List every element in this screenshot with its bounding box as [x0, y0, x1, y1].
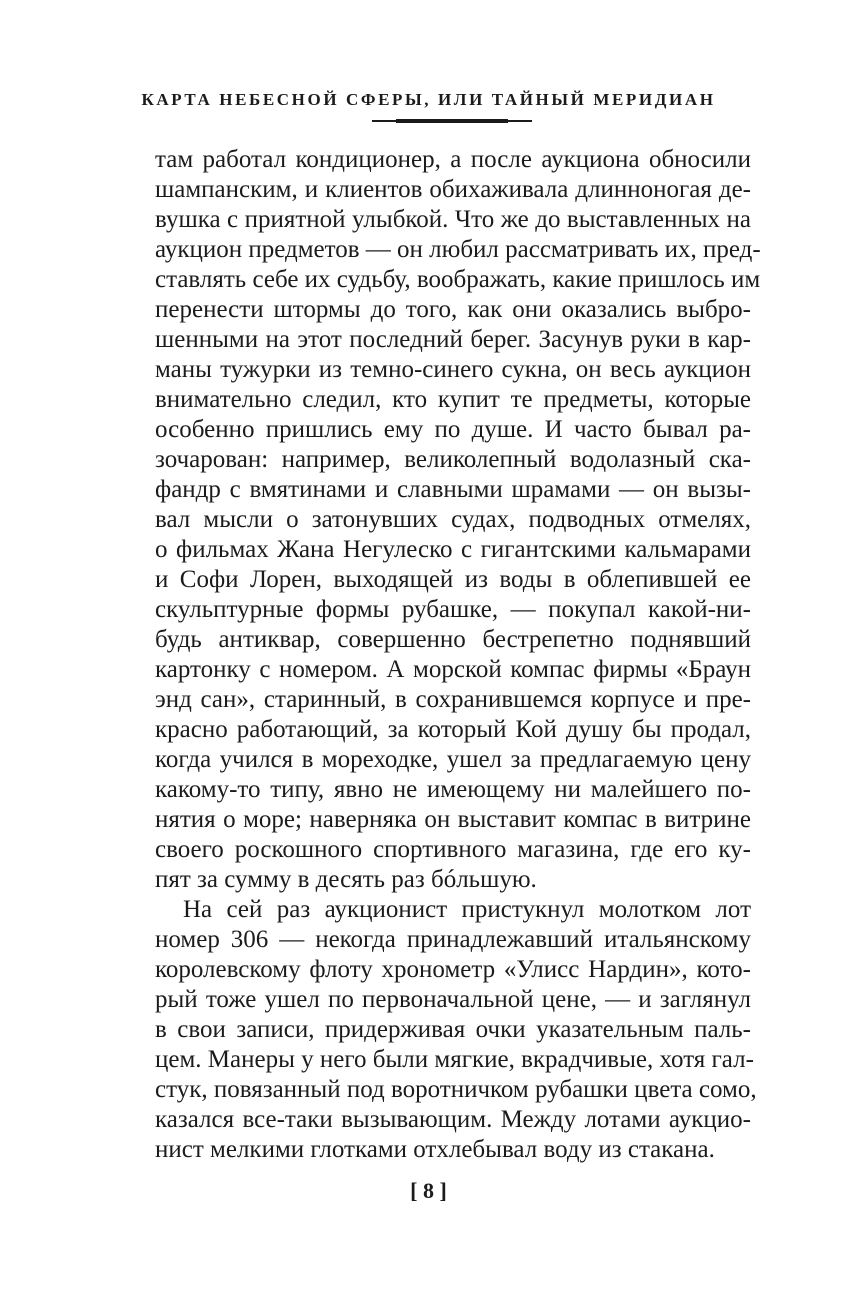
text-line: там работал кондиционер, а после аукциона обносили — [155, 146, 751, 173]
text-line: стук, повязанный под воротничком рубашки цвета сомо, — [155, 1076, 757, 1103]
text-line: красно работающий, за который Кой душу бы продал, — [155, 716, 751, 743]
text-line: зочарован: например, великолепный водолазный ска- — [155, 446, 751, 473]
text-line: энд сан», старинный, в сохранившемся корпусе и пре- — [155, 686, 751, 713]
text-line: пят за сумму в десять раз бóльшую. — [155, 866, 537, 893]
text-line: нятия о море; наверняка он выставит компас в витрине — [155, 806, 751, 833]
text-line: ставлять себе их судьбу, воображать, какие пришлось им — [155, 266, 761, 293]
text-line: казался все-таки вызывающим. Между лотами аукцио- — [155, 1106, 751, 1133]
text-line: цем. Манеры у него были мягкие, вкрадчивые, хотя гал- — [155, 1046, 754, 1073]
text-line: маны тужурки из темно-синего сукна, он весь аукцион — [155, 356, 751, 383]
text-line: фандр с вмятинами и славными шрамами — он вызы- — [155, 476, 751, 503]
text-line: картонку с номером. А морской компас фирмы «Браун — [155, 656, 751, 683]
text-line: вушка с приятной улыбкой. Что же до выставленных на — [155, 206, 751, 233]
paragraph-2 — [155, 895, 757, 1165]
text-line: и Софи Лорен, выходящей из воды в облепившей ее — [155, 566, 751, 593]
text-line: особенно пришлись ему по душе. И часто бывал ра- — [155, 416, 751, 443]
header-rule-center — [396, 119, 508, 123]
text-line: шампанским, и клиентов обихаживала длинноногая де- — [155, 176, 751, 203]
text-line: королевскому флоту хронометр «Улисс Нардин», кото- — [155, 956, 751, 983]
text-line: скульптурные формы рубашке, — покупал какой-ни- — [155, 596, 751, 623]
text-line: номер 306 — некогда принадлежавший итальянскому — [155, 926, 751, 953]
text-line: какому-то типу, явно не имеющему ни малейшего по- — [155, 776, 751, 803]
text-line: когда учился в мореходке, ушел за предлагаемую цену — [155, 746, 751, 773]
page-number: [ 8 ] — [410, 1178, 447, 1203]
text-line: вал мысли о затонувших судах, подводных отмелях, — [155, 506, 751, 533]
text-line: своего роскошного спортивного магазина, где его ку- — [155, 836, 751, 863]
text-line: внимательно следил, кто купит те предметы, которые — [155, 386, 751, 413]
body-text — [155, 145, 761, 1165]
text-line: перенести штормы до того, как они оказались выбро- — [155, 296, 751, 323]
text-line: в свои записи, придерживая очки указательным паль- — [155, 1016, 751, 1043]
text-line: будь антиквар, совершенно бестрепетно поднявший — [155, 626, 751, 653]
text-line: нист мелкими глотками отхлебывал воду из стакана. — [155, 1136, 715, 1163]
paragraph-1 — [155, 145, 761, 895]
text-line: аукцион предметов — он любил рассматривать их, пред- — [155, 236, 761, 263]
text-line: На сей раз аукционист пристукнул молотком лот — [183, 896, 751, 923]
running-head: КАРТА НЕБЕСНОЙ СФЕРЫ, ИЛИ ТАЙНЫЙ МЕРИДИАН — [141, 90, 716, 109]
text-line: рый тоже ушел по первоначальной цене, — и заглянул — [155, 986, 751, 1013]
text-line: о фильмах Жана Негулеско с гигантскими кальмарами — [155, 536, 751, 563]
text-line: шенными на этот последний берег. Засунув руки в кар- — [155, 326, 751, 353]
